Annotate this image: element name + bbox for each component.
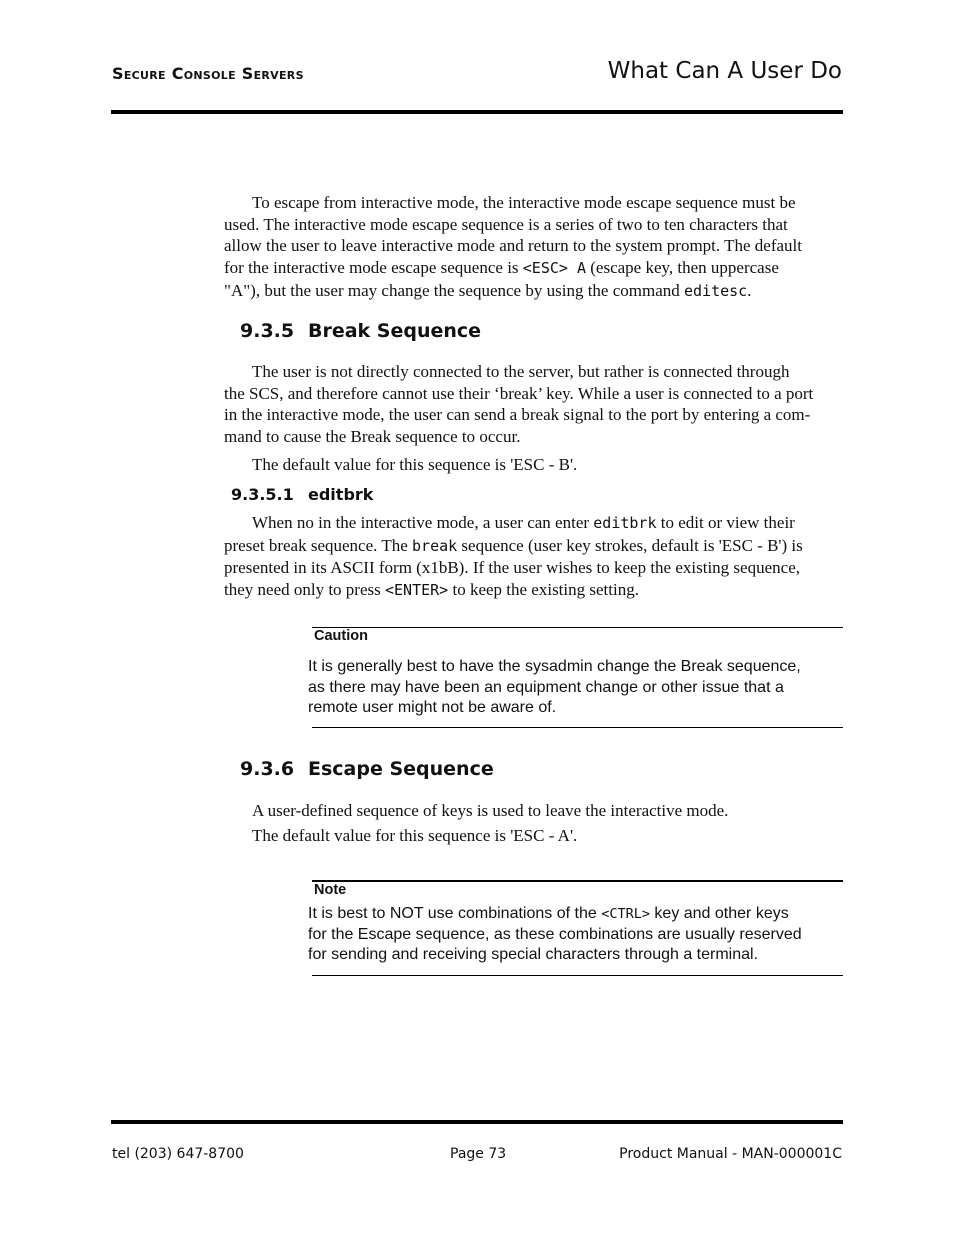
escape-default-paragraph: The default value for this sequence is 'ESC - A'. — [252, 826, 578, 845]
footer-page-number: Page 73 — [450, 1146, 507, 1162]
footer-rule — [111, 1120, 843, 1124]
note-top-rule — [312, 880, 843, 882]
editbrk-code: editbrk — [593, 514, 657, 532]
break-sequence-paragraph: The user is not directly connected to the server, but rather is connected through the SCS, and therefore cannot use their ‘break’ key. While a user is connected to a port in the interactive mode, the user can send a break signal to the port by entering a com- mand to cause the Break sequence to occur. — [224, 362, 814, 447]
footer-phone: tel (203) 647-8700 — [112, 1146, 244, 1162]
subsection-heading-editbrk: 9.3.5.1 editbrk — [231, 485, 374, 504]
intro-paragraph: To escape from interactive mode, the interactive mode escape sequence must be used. The interactive mode escape sequence is a series of two to ten characters that allow the user to leave interactive mode and return to the system prompt. The default for the interactive mode escape sequence is <ESC> A (escape key, then uppercase "A"), but the user may change the sequence by using the command editesc. — [224, 193, 802, 300]
editbrk-paragraph: When no in the interactive mode, a user can enter editbrk to edit or view their preset break sequence. The break sequence (user key strokes, default is 'ESC - B') is presented in its ASCII form (x1bB). If the user wishes to keep the existing sequence, they need only to press <ENTER> to keep the existing setting. — [224, 513, 803, 600]
caution-bottom-rule — [312, 727, 843, 728]
section-heading-escape-sequence: 9.3.6 Escape Sequence — [240, 758, 494, 780]
chapter-title: What Can A User Do — [607, 58, 842, 84]
section-heading-break-sequence: 9.3.5 Break Sequence — [240, 320, 482, 342]
esc-a-code: <ESC> A — [522, 259, 586, 278]
caution-text: It is generally best to have the sysadmin change the Break sequence, as there may have been an equipment change or other issue that a remote user might not be aware of. — [308, 658, 801, 716]
running-header-title: Secure Console Servers — [112, 64, 304, 83]
escape-sequence-paragraph: A user-defined sequence of keys is used to leave the interactive mode. — [252, 801, 729, 820]
note-text: It is best to NOT use combinations of the <CTRL> key and other keys for the Escape sequence, as these combinations are usually reserved for sending and receiving special characters through a terminal. — [308, 905, 802, 963]
editesc-code: editesc — [684, 281, 748, 300]
ctrl-code: <CTRL> — [601, 906, 650, 922]
caution-top-rule — [312, 627, 843, 628]
enter-code: <ENTER> — [385, 581, 449, 600]
footer-manual-id: Product Manual - MAN-000001C — [619, 1146, 842, 1162]
break-default-paragraph: The default value for this sequence is 'ESC - B'. — [252, 455, 578, 474]
note-bottom-rule — [312, 975, 843, 976]
break-code: break — [412, 536, 458, 555]
caution-label: Caution — [314, 628, 368, 644]
header-rule — [111, 110, 843, 114]
note-label: Note — [314, 882, 347, 898]
